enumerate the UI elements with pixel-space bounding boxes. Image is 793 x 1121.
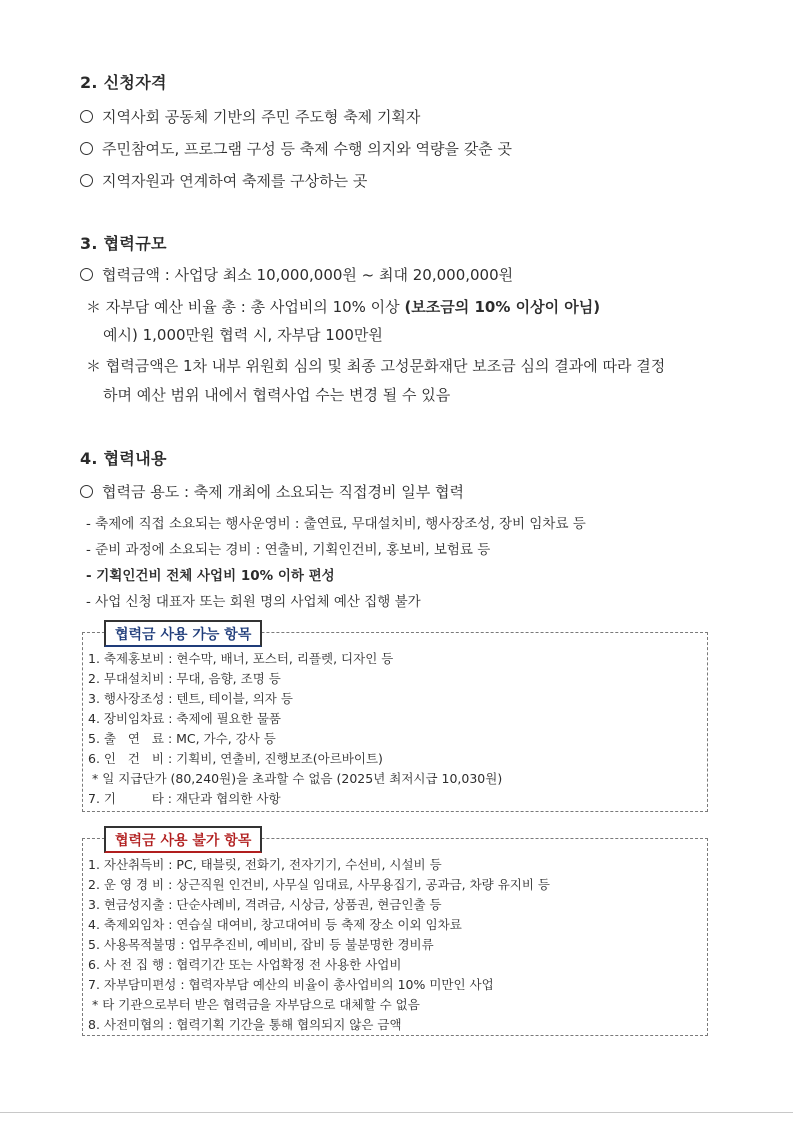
sec4-dash-4: - 사업 신청 대표자 또는 회원 명의 사업체 예산 집행 불가 — [86, 594, 421, 610]
sec3-note-1: ＊ 자부담 예산 비율 총 : 총 사업비의 10% 이상 (보조금의 10% 이상이 아님) — [86, 298, 601, 316]
section-4-title: 4. 협력내용 — [80, 449, 167, 468]
sec2-item-3: 지역자원과 연계하여 축제를 구상하는 곳 — [80, 170, 367, 191]
allowed-line-2: 2. 무대설치비 : 무대, 음향, 조명 등 — [88, 671, 281, 686]
forbidden-line-2: 2. 운 영 경 비 : 상근직원 인건비, 사무실 임대료, 사무용집기, 공과금, 차량 유지비 등 — [88, 877, 550, 892]
sec3-note-1-example: 예시) 1,000만원 협력 시, 자부담 100만원 — [103, 326, 383, 344]
sec2-item-1: 지역사회 공동체 기반의 주민 주도형 축제 기획자 — [80, 106, 420, 127]
allowed-line-5: 5. 출 연 료 : MC, 가수, 강사 등 — [88, 731, 276, 746]
allowed-line-8: 7. 기 타 : 재단과 협의한 사항 — [88, 791, 281, 806]
circle-bullet-icon — [80, 268, 93, 281]
forbidden-line-6: 6. 사 전 집 행 : 협력기간 또는 사업확정 전 사용한 사업비 — [88, 957, 402, 972]
section-3-title: 3. 협력규모 — [80, 234, 167, 253]
forbidden-line-7: 7. 자부담미편성 : 협력자부담 예산의 비율이 총사업비의 10% 미만인 사업 — [88, 977, 494, 992]
sec4-dash-1: - 축제에 직접 소요되는 행사운영비 : 출연료, 무대설치비, 행사장조성, 장비 임차료 등 — [86, 516, 586, 532]
allowed-line-7: * 일 지급단가 (80,240원)을 초과할 수 없음 (2025년 최저시급 10,030원) — [88, 771, 503, 786]
forbidden-line-1: 1. 자산취득비 : PC, 태블릿, 전화기, 전자기기, 수선비, 시설비 등 — [88, 857, 442, 872]
circle-bullet-icon — [80, 142, 93, 155]
page-bottom-rule — [0, 1112, 793, 1113]
allowed-line-4: 4. 장비임차료 : 축제에 필요한 물품 — [88, 711, 281, 726]
forbidden-line-9: 8. 사전미협의 : 협력기획 기간을 통해 협의되지 않은 금액 — [88, 1017, 402, 1032]
forbidden-line-4: 4. 축제외임차 : 연습실 대여비, 창고대여비 등 축제 장소 이외 임차료 — [88, 917, 462, 932]
forbidden-line-8: * 타 기관으로부터 받은 협력금을 자부담으로 대체할 수 없음 — [88, 997, 420, 1012]
sec3-note-2-line-2: 하며 예산 범위 내에서 협력사업 수는 변경 될 수 있음 — [103, 386, 451, 404]
sec3-note-2-line-1: ＊ 협력금액은 1차 내부 위원회 심의 및 최종 고성문화재단 보조금 심의 결과에 따라 결정 — [86, 357, 666, 375]
section-2-title: 2. 신청자격 — [80, 73, 167, 92]
sec3-amount: 협력금액 : 사업당 최소 10,000,000원 ~ 최대 20,000,000원 — [80, 264, 513, 285]
allowed-line-6: 6. 인 건 비 : 기획비, 연출비, 진행보조(아르바이트) — [88, 751, 383, 766]
allowed-line-3: 3. 행사장조성 : 텐트, 테이블, 의자 등 — [88, 691, 293, 706]
sec4-dash-2: - 준비 과정에 소요되는 경비 : 연출비, 기획인건비, 홍보비, 보험료 등 — [86, 542, 491, 558]
allowed-line-1: 1. 축제홍보비 : 현수막, 배너, 포스터, 리플렛, 디자인 등 — [88, 651, 394, 666]
forbidden-line-3: 3. 현금성지출 : 단순사례비, 격려금, 시상금, 상품권, 현금인출 등 — [88, 897, 442, 912]
forbidden-line-5: 5. 사용목적불명 : 업무추진비, 예비비, 잡비 등 불분명한 경비류 — [88, 937, 434, 952]
forbidden-items-tag: 협력금 사용 불가 항목 — [104, 826, 262, 853]
circle-bullet-icon — [80, 174, 93, 187]
sec4-dash-3: - 기획인건비 전체 사업비 10% 이하 편성 — [86, 568, 335, 584]
allowed-items-tag: 협력금 사용 가능 항목 — [104, 620, 262, 647]
sec2-item-2: 주민참여도, 프로그램 구성 등 축제 수행 의지와 역량을 갖춘 곳 — [80, 138, 512, 159]
circle-bullet-icon — [80, 110, 93, 123]
sec4-usage: 협력금 용도 : 축제 개최에 소요되는 직접경비 일부 협력 — [80, 481, 464, 502]
circle-bullet-icon — [80, 485, 93, 498]
